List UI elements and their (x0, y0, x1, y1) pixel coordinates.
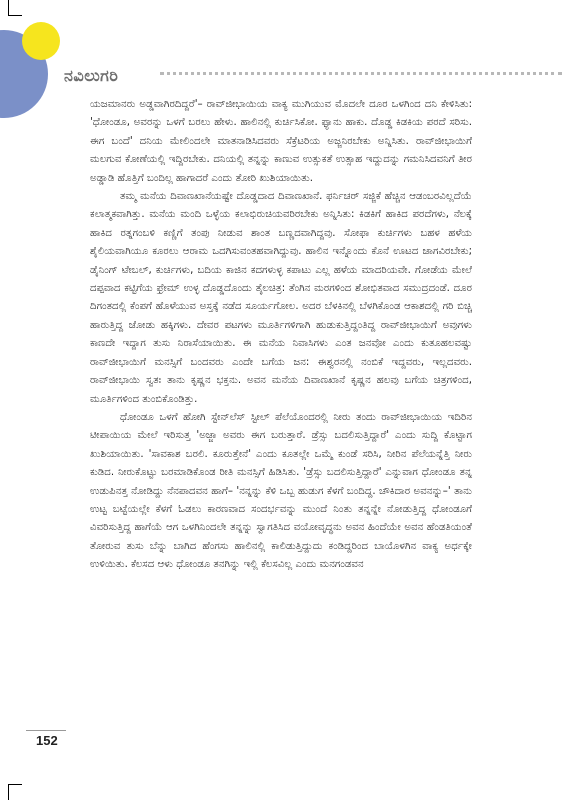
page-number-rule (26, 730, 66, 731)
page-number: 152 (36, 733, 58, 748)
paragraph: ಯಜಮಾನರು ಅಡ್ಡವಾಗಿರದಿದ್ದರೆ'– ರಾವ್‌ಜೀಭಾಯಿಯ ವಾಕ್ಯ ಮುಗಿಯುವ ಮೊದಲೇ ದೂರ ಒಳಗಿಂದ ದನಿ ಕೇಳಿಸಿತು: 'ಧೋಂಡೂ, ಅವರನ್ನು ಒಳಗೆ ಬರಲು ಹೇಳು. ಹಾಲಿನಲ್ಲಿ ಕುರ್ಚಿಸಿಕೋ. ಫ್ಯಾನು ಹಾಕು. ದೊಡ್ಡ ಕಿಡಕಿಯ ಪರದೆ ಸರಿಸು. ಈಗ ಬಂದೆ' ದನಿಯ ಮೇಲಿಂದಲೇ ಮಾತನಾಡಿಸಿದವರು ಸೆಕ್ರೆಟರಿಯ ಅಜ್ಜನಿರಬೇಕು ಅನ್ನಿಸಿತು. ರಾವ್‌ಜೀಭಾಯಿಗೆ ಮಲಗುವ ಕೋಣೆಯಲ್ಲಿ ಇದ್ದಿರಬೇಕು. ದನಿಯಲ್ಲಿ ತನ್ನನ್ನು ಕಾಣುವ ಉತ್ಸುಕತೆ ಉತ್ಸಾಹ ಇದ್ದುದನ್ನು ಗಮನಿಸಿದವನಿಗೆ ತೀರ ಅಡ್ಡಾಡಿ ಹೊತ್ತಿಗೆ ಬಂದಿಲ್ಲ ಹಾಗಾದರೆ ಎಂದು ತೋರಿ ಖುಶಿಯಾಯಿತು. (90, 99, 472, 184)
body-text (90, 96, 472, 575)
crop-mark-top-left-vertical (8, 0, 9, 16)
header-decoration-yellow-circle (22, 22, 60, 60)
crop-mark-bottom-left-horizontal (8, 784, 22, 785)
paragraph: ತಮ್ಮ ಮನೆಯ ದಿವಾಣಖಾನೆಯಷ್ಟೇ ದೊಡ್ಡದಾದ ದಿವಾಣಖಾನೆ. ಫರ್ನಿಚರ್ ಸಜ್ಜಿಕೆ ಹೆಚ್ಚಿನ ಆಡಂಬರವಿಲ್ಲದೆಯೆ ಕಲಾತ್ಮಕವಾಗಿತ್ತು. ಮನೆಯ ಮಂದಿ ಒಳ್ಳೆಯ ಕಲಾಭಿರುಚಿಯವರಿರಬೇಕು ಅನ್ನಿಸಿತು: ಕಿಡಕಿಗೆ ಹಾಕಿದ ಪರದೆಗಳು, ನೆಲಕ್ಕೆ ಹಾಕಿದ ರತ್ನಗಂಬಳಿ ಕಣ್ಣಿಗೆ ತಂಪು ನೀಡುವ ಶಾಂತ ಬಣ್ಣದವಾಗಿದ್ದವು. ಸೋಫಾ ಕುರ್ಚಿಗಳು ಬಹಳ ಹಳೆಯ ಶೈಲಿಯವಾಗಿಯೂ ಕೂರಲು ಆರಾಮ ಒದಗಿಸುವಂತಹವಾಗಿದ್ದುವು. ಹಾಲಿನ ಇನ್ನೊಂದು ಕೊನೆ ಊಟದ ಜಾಗವಿರಬೇಕು; ಡೈನಿಂಗ್ ಟೇಬಲ್, ಕುರ್ಚಿಗಳು, ಬದಿಯ ಕಾಜಿನ ಕದಗಳುಳ್ಳ ಕಪಾಟು ಎಲ್ಲ ಹಳೆಯ ಮಾದರಿಯವೇ. ಗೋಡೆಯ ಮೇಲೆ ದಪ್ಪವಾದ ಕಟ್ಟಿಗೆಯ ಫ್ರೇಮ್ ಉಳ್ಳ ದೊಡ್ಡದೊಂದು ತೈಲಚಿತ್ರ: ತೆಂಗಿನ ಮರಗಳಿಂದ ಶೋಭಿತವಾದ ಸಮುದ್ರದಂಡೆ. ದೂರ ದಿಗಂತದಲ್ಲಿ ಕೆಂಪಗೆ ಹೊಳೆಯುವ ಅಸ್ತಕ್ಕೆ ನಡೆದ ಸೂರ್ಯಗೋಲ. ಅದರ ಬೆಳಕಿನಲ್ಲಿ ಬೆಳಗಿಕೊಂಡ ಆಕಾಶದಲ್ಲಿ ಗರಿ ಬಿಚ್ಚಿ ಹಾರುತ್ತಿದ್ದ ಜೋಡು ಹಕ್ಕಿಗಳು. ದೇವರ ಪಟಗಳು ಮೂರ್ತಿಗಳಿಗಾಗಿ ಹುಡುಕುತ್ತಿದ್ದಂತಿದ್ದ ರಾವ್‌ಜೀಭಾಯಿಗೆ ಅವುಗಳು ಕಾಣದೇ ಇದ್ದಾಗ ತುಸು ನಿರಾಸೆಯಾಯಿತು. ಈ ಮನೆಯ ನಿವಾಸಿಗಳು ಎಂತ ಜನವೋ ಎಂದು ಕುತೂಹಲವಷ್ಟು ರಾವ್‌ಜೀಭಾಯಿಗೆ ಮನಸ್ಸಿಗೆ ಬಂದವರು ಎಂದೇ ಬಗೆಯ ಜನ: ಈಶ್ವರನಲ್ಲಿ ನಂಬಿಕೆ ಇದ್ದವರು, ಇಲ್ಲದವರು. ರಾವ್‌ಜೀಭಾಯಿ ಸ್ವತಃ ತಾನು ಕೃಷ್ಣನ ಭಕ್ತನು. ಅವನ ಮನೆಯ ದಿವಾಣಖಾನೆ ಕೃಷ್ಣನ ಹಲವು ಬಗೆಯ ಚಿತ್ರಗಳಿಂದ, ಮೂರ್ತಿಗಳಿಂದ ತುಂಬಿಕೊಂಡಿತ್ತು. (90, 191, 472, 405)
crop-mark-bottom-left-vertical (8, 784, 9, 800)
header-dotted-rule (160, 72, 562, 75)
paragraph: ಧೋಂಡೂ ಒಳಗೆ ಹೋಗಿ ಸ್ಟೇನ್‌ಲೆಸ್ ಸ್ಟೀಲ್ ಪೆಲೆಯೊಂದರಲ್ಲಿ ನೀರು ತಂದು ರಾವ್‌ಜೀಭಾಯಿಯ ಇದಿರಿನ ಟೀಪಾಯಿಯ ಮೇಲೆ ಇರಿಸುತ್ತ 'ಅಜ್ಜಾ ಅವರು ಈಗ ಬರುತ್ತಾರೆ. ಡ್ರೆಸ್ಸು ಬದಲಿಸುತ್ತಿದ್ದಾರೆ' ಎಂದು ಸುದ್ದಿ ಕೊಟ್ಟಾಗ ಖುಶಿಯಾಯಿತು. 'ಸಾವಕಾಶ ಬರಲಿ. ಕೂರುತ್ತೇನೆ' ಎಂದು ಕೂತಲ್ಲೇ ಒಮ್ಮೆ ಕುಂಡೆ ಸರಿಸಿ, ನೀರಿನ ಪೆಲೆಯನ್ನೆತ್ತಿ ನೀರು ಕುಡಿದ. ನೀರುಕೊಟ್ಟು ಬರಮಾಡಿಕೊಂಡ ರೀತಿ ಮನಸ್ಸಿಗೆ ಹಿಡಿಸಿತು. 'ಡ್ರೆಸ್ಸು ಬದಲಿಸುತ್ತಿದ್ದಾರೆ' ಎನ್ನುವಾಗ ಧೋಂಡೂ ತನ್ನ ಉಡುಪಿನತ್ತ ನೋಡಿದ್ದು ನೆನಪಾದವನ ಹಾಗೆ– 'ನನ್ನನ್ನು ಕೆಳಿ ಒಬ್ಬ ಹುಡುಗ ಕೆಳಗೆ ಬಂದಿದ್ದ. ಚೌಕಿದಾರ ಅವನನ್ನು–' ತಾನು ಉಟ್ಟ ಬಟ್ಟೆಯಲ್ಲೇ ಕೆಳಗೆ ಓಡಲು ಕಾರಣವಾದ ಸಂದರ್ಭವನ್ನು ಮುಂದೆ ನಿಂತು ತನ್ನನ್ನೇ ನೋಡುತ್ತಿದ್ದ ಧೋಂಡೂಗೆ ವಿವರಿಸುತ್ತಿದ್ದ ಹಾಗೆಯೆ ಆಗ ಒಳಗಿನಿಂದಲೇ ತನ್ನನ್ನು ಸ್ವಾಗತಿಸಿದ ವಯೋವೃದ್ಧನು ಅವನ ಹಿಂದೆಯೇ ಅವನ ಹೆಂಡತಿಯಂತೆ ತೋರುವ ತುಸು ಬೆನ್ನು ಬಾಗಿದ ಹೆಂಗಸು ಹಾಲಿನಲ್ಲಿ ಕಾಲಿಡುತ್ತಿದ್ದುದು ಕಂಡಿದ್ದರಿಂದ ಬಾಯೊಳಗಿನ ವಾಕ್ಯ ಅರ್ಧಕ್ಕೇ ಉಳಿಯಿತು. ಕೆಲಸದ ಆಳು ಧೋಂಡೂ ತನಗಿನ್ನು ಇಲ್ಲಿ ಕೆಲಸವಿಲ್ಲ ಎಂದು ಮನಗಂಡವನ (90, 411, 472, 571)
crop-mark-top-left-horizontal (8, 15, 22, 16)
running-header-title: ನವಿಲುಗರಿ (64, 66, 119, 85)
